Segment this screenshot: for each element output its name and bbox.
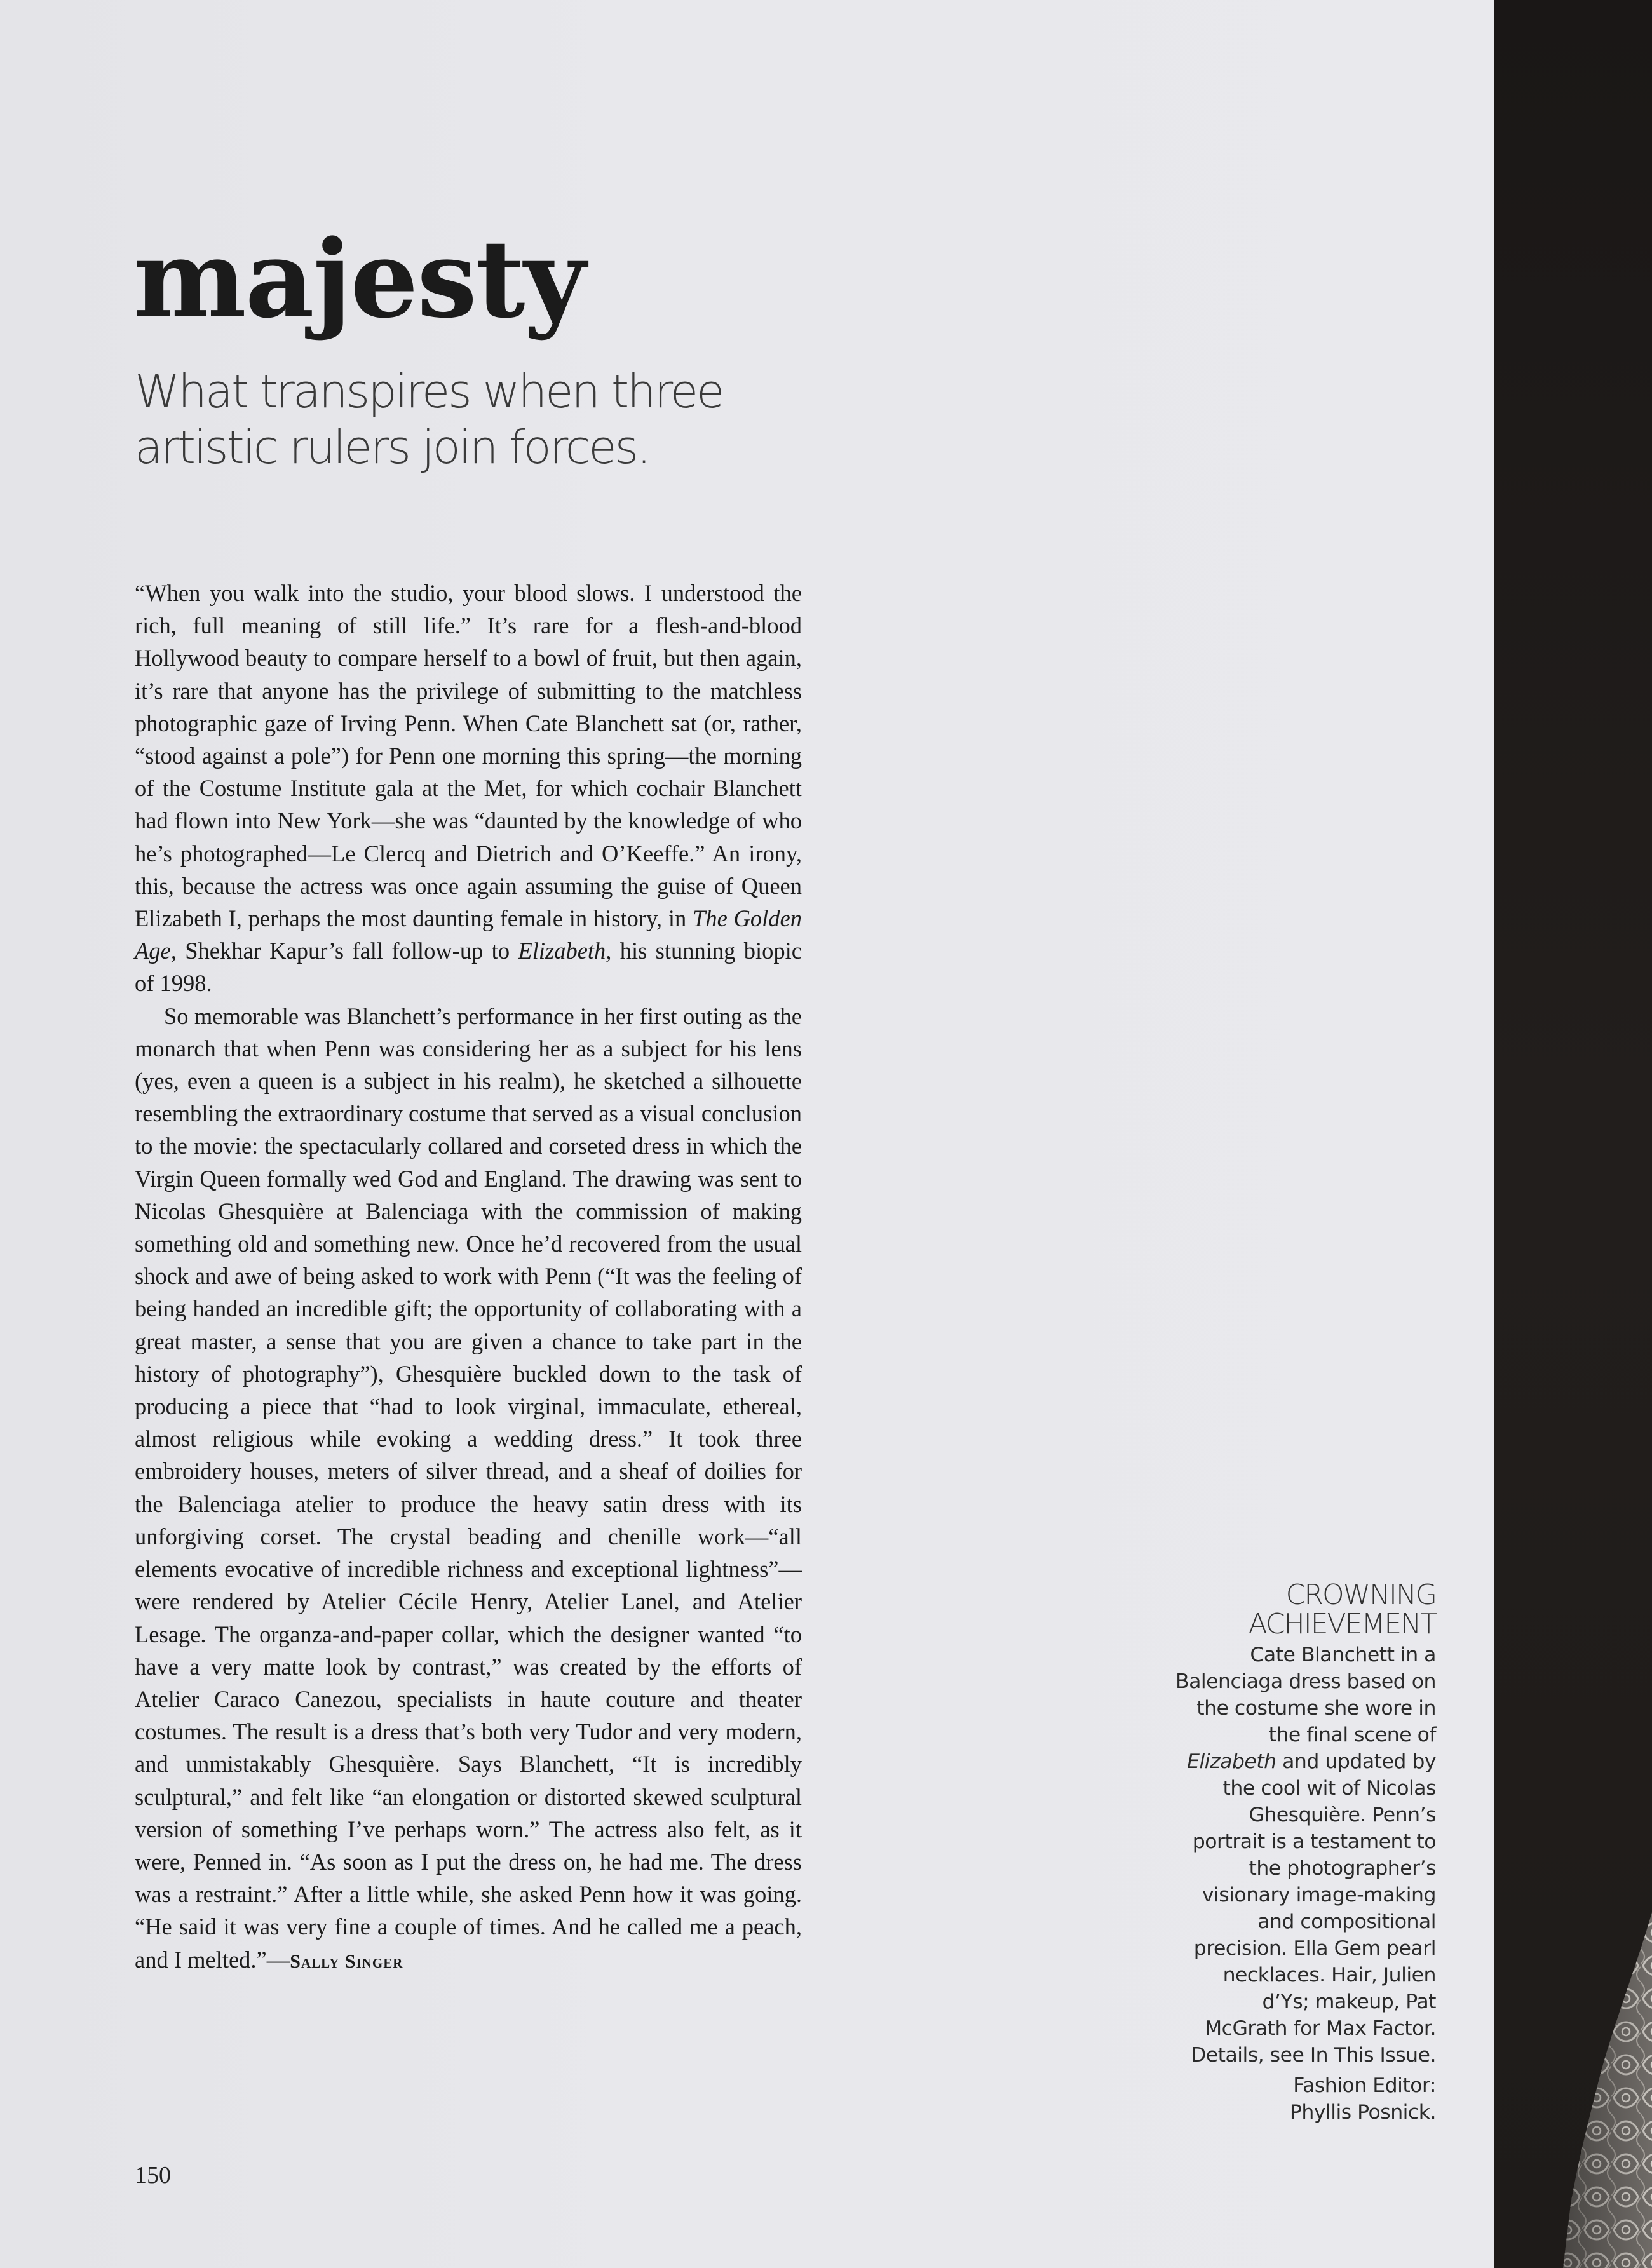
caption-film-title: Elizabeth <box>1187 1750 1276 1773</box>
caption-body-a: Cate Blanchett in a Balenciaga dress based on the costume she wore in the final scene of <box>1175 1644 1436 1746</box>
caption-body-b: and updated by the cool wit of Nicolas Ghesquière. Penn’s portrait is a testament to the photographer’s visionary image-making and compositional precision. Ella Gem pearl necklaces. Hair, Julien d’Ys; makeup, Pat McGrath for Max Factor. Details, see In This Issue. <box>1190 1750 1436 2067</box>
caption-title-line-2: ACHIEVEMENT <box>1248 1608 1436 1640</box>
body-paragraph-1 <box>135 577 802 1000</box>
credit-line-1: Fashion Editor: <box>1293 2074 1436 2097</box>
page-number: 150 <box>135 2162 171 2189</box>
credit-line-2: Phyllis Posnick. <box>1289 2101 1436 2124</box>
photo-edge <box>1494 0 1652 2268</box>
photo-caption <box>1175 1581 1436 2126</box>
deck-line-2: artistic rulers join forces. <box>135 421 649 474</box>
caption-title <box>1175 1581 1436 1639</box>
fashion-editor-credit <box>1175 2072 1436 2126</box>
deck-line-1: What transpires when three <box>135 365 723 418</box>
p1-text-b: Shekhar Kapur’s fall follow-up to <box>176 938 518 964</box>
dress-lace-image <box>1494 0 1652 2268</box>
article-body <box>135 577 802 1978</box>
body-paragraph-2 <box>135 1000 802 1978</box>
caption-body <box>1175 1642 1436 2069</box>
p1-text-c: his stunning biopic of 1998. <box>135 938 802 997</box>
p2-text: So memorable was Blanchett’s performance in her first outing as the monarch that when Penn was considering her as a subject for his lens (yes, even a queen is a subject in his realm), he sketched a silhouette resembling the extraordinary costume that served as a visual conclusion to the movie: the spectacularly collared and corseted dress in which the Virgin Queen formally wed God and England. The drawing was sent to Nicolas Ghesquière at Balenciaga with the commission of making something old and something new. Once he’d recovered from the usual shock and awe of being asked to work with Penn (“It was the feeling of being handed an incredible gift; the opportunity of collaborating with a great master, a sense that you are given a chance to take part in the history of photography”), Ghesquière buckled down to the task of producing a piece that “had to look virginal, immaculate, ethereal, almost religious while evoking a wedding dress.” It took three embroidery houses, meters of silver thread, and a sheaf of doilies for the Balenciaga atelier to produce the heavy satin dress with its unforgiving corset. The crystal beading and chenille work—“all elements evocative of incredible richness and exceptional lightness”—were rendered by Atelier Cécile Henry, Atelier Lanel, and Atelier Lesage. The organza-and-paper collar, which the designer wanted “to have a very matte look by contrast,” was created by the efforts of Atelier Caraco Canezou, specialists in haute couture and theater costumes. The result is a dress that’s both very Tudor and very modern, and unmistakably Ghesquière. Says Blanchett, “It is incredibly sculptural,” and felt like “an elongation or distorted skewed sculptural version of something I’ve perhaps worn.” The actress also felt, as it were, Penned in. “As soon as I put the dress on, he had me. The dress was a restraint.” After a little while, she asked Penn how it was going. “He said it was very fine a couple of times. And he called me a peach, and I melted.”— <box>135 1002 802 1973</box>
article-headline: majesty <box>133 216 585 342</box>
p1-text-a: “When you walk into the studio, your blood slows. I understood the rich, full meaning of still life.” It’s rare for a flesh-and-blood Hollywood beauty to compare herself to a bowl of fruit, but then again, it’s rare that anyone has the privilege of submitting to the matchless photographic gaze of Irving Penn. When Cate Blanchett sat (or, rather, “stood against a pole”) for Penn one morning this spring—the morning of the Costume Institute gala at the Met, for which cochair Blanchett had flown into New York—she was “daunted by the knowledge of who he’s photographed—Le Clercq and Dietrich and O’Keeffe.” An irony, this, because the actress was once again assuming the guise of Queen Elizabeth I, perhaps the most daunting female in history, in <box>135 580 802 932</box>
caption-title-line-1: CROWNING <box>1285 1579 1436 1611</box>
film-title-elizabeth: Elizabeth, <box>518 938 612 964</box>
article-deck <box>135 363 834 475</box>
byline: Sally Singer <box>290 1950 403 1972</box>
film-title-golden-age: The Golden Age, <box>135 905 802 964</box>
